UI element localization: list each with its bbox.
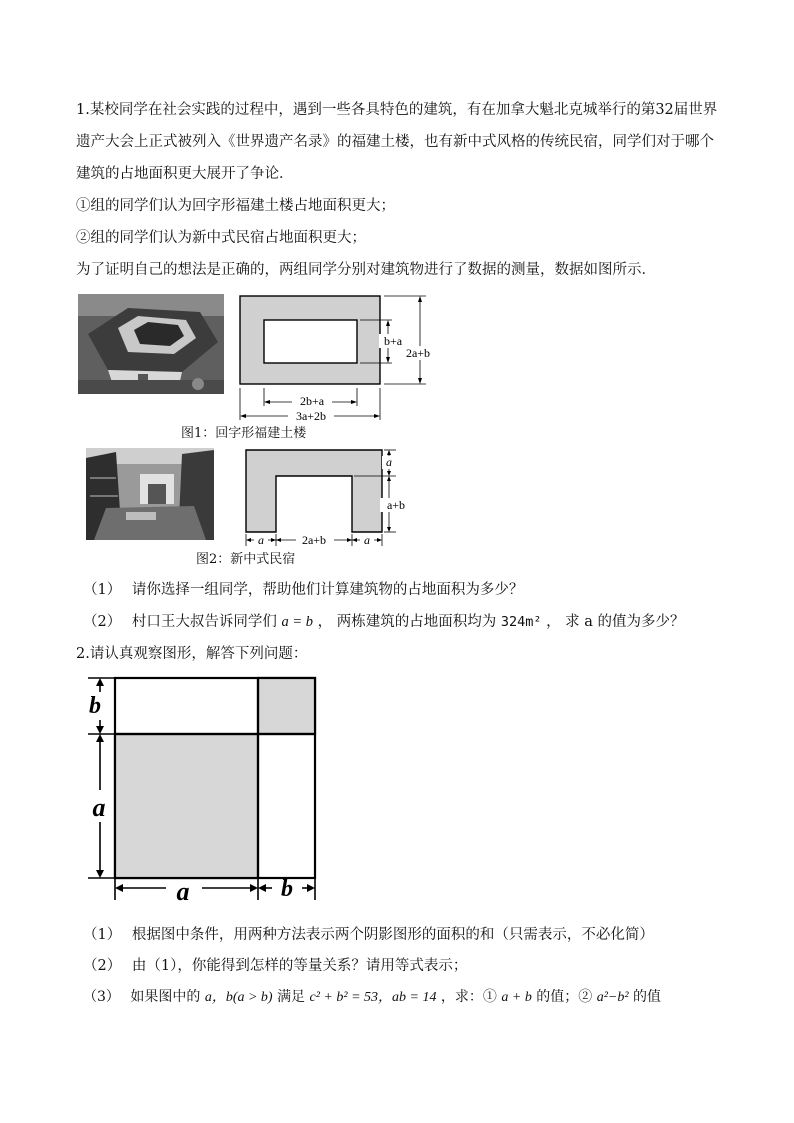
q2-sub1-text: 根据图中条件，用两种方法表示两个阴影图形的面积的和（只需表示，不必化简） <box>131 927 654 943</box>
q2-sub3-condition: c² + b² = 53，ab = 14 <box>309 990 437 1005</box>
fig2-caption: 图2：新中式民宿 <box>196 552 296 567</box>
q1-sub1-number: （1） <box>83 582 122 598</box>
minsu-photo-image <box>86 448 214 540</box>
minsu-photo <box>86 448 214 540</box>
q2-left-b-label: b <box>89 693 101 719</box>
q2-sub2-number: （2） <box>83 958 122 974</box>
q2-sub3-text-pre: 如果图中的 <box>130 989 201 1005</box>
q1-line-2: 遗产大会上正式被列入《世界遗产名录》的福建土楼，也有新中式风格的传统民宿，同学们对于哪个 <box>76 134 714 150</box>
q1-sub2-number: （2） <box>83 614 122 630</box>
q1-sub1-text: 请你选择一组同学，帮助他们计算建筑物的占地面积为多少？ <box>131 582 524 598</box>
q2-sub3-and: 的值；② <box>536 989 593 1005</box>
q2-sub3-number: （3） <box>83 989 120 1005</box>
fig2-side-label: a+b <box>386 498 406 512</box>
q2-sub3 <box>83 987 661 1008</box>
fig2-right-label: a <box>364 533 370 547</box>
q2-sub3-expr1: a + b <box>501 990 532 1005</box>
fig1-inner-height-label: b+a <box>383 334 403 348</box>
q2-sub2 <box>83 956 467 976</box>
fig2-diagram <box>242 446 412 548</box>
q2-sub1 <box>83 925 654 945</box>
q2-bottom-b-label: b <box>281 876 293 902</box>
q1-sub2-text-pre: 村口王大叔告诉同学们 <box>131 614 277 630</box>
fig1-caption: 图1：回字形福建土楼 <box>181 426 307 441</box>
q1-sub2-text-post: ， 求 a 的值为多少？ <box>546 614 685 630</box>
q2-left-a-label: a <box>92 793 106 822</box>
q2-sub3-expr2: a²−b² <box>596 990 629 1005</box>
fig1-outer-width-label: 3a+2b <box>295 409 327 422</box>
q1-line-6: 为了证明自己的想法是正确的，两组同学分别对建筑物进行了数据的测量，数据如图所示． <box>76 262 656 278</box>
q1-sub2-math: a = b <box>281 614 313 630</box>
q1-group2-opinion: ②组的同学们认为新中式民宿占地面积更大； <box>76 230 366 246</box>
q1-sub2-area: 324m² <box>500 614 542 630</box>
fig2-left-label: a <box>258 533 264 547</box>
fig1-inner-rect <box>264 320 357 363</box>
q2-bottom-a-label: a <box>176 877 190 904</box>
q1-sub2-text-mid: ， 两栋建筑的占地面积均为 <box>317 614 497 630</box>
fig1-diagram <box>236 292 446 422</box>
fig2-top-label: a <box>386 455 392 469</box>
q2-sub1-number: （1） <box>83 927 122 943</box>
fig1-inner-width-label: 2b+a <box>299 394 325 408</box>
q1-sub2 <box>83 612 685 632</box>
q1-group1-opinion: ①组的同学们认为回字形福建土楼占地面积更大； <box>76 198 395 214</box>
q1-sub1 <box>83 580 523 600</box>
q2-sub2-text: 由（1），你能得到怎样的等量关系？请用等式表示； <box>131 958 468 974</box>
q1-line-3: 建筑的占地面积更大展开了争论． <box>76 166 294 182</box>
q2-shaded-square-a <box>115 734 258 878</box>
q2-sub3-text-mid: 满足 <box>277 989 306 1005</box>
fig1-outer-height-label: 2a+b <box>405 346 431 360</box>
tulou-photo <box>78 294 224 394</box>
q2-sub3-ask: ，求：① <box>440 989 497 1005</box>
q2-shaded-square-b <box>258 678 315 734</box>
q2-sub3-end: 的值 <box>633 989 662 1005</box>
tulou-photo-image <box>78 294 224 394</box>
q2-title: 2.请认真观察图形，解答下列问题： <box>76 646 308 662</box>
q2-sub3-vars: a，b(a > b) <box>204 990 273 1005</box>
fig2-u-shape <box>246 450 382 532</box>
fig2-middle-label: 2a+b <box>301 533 327 547</box>
q1-line-1: 1.某校同学在社会实践的过程中，遇到一些各具特色的建筑，有在加拿大魁北克城举行的第32届世界 <box>76 102 718 118</box>
q2-square-diagram <box>82 672 342 904</box>
